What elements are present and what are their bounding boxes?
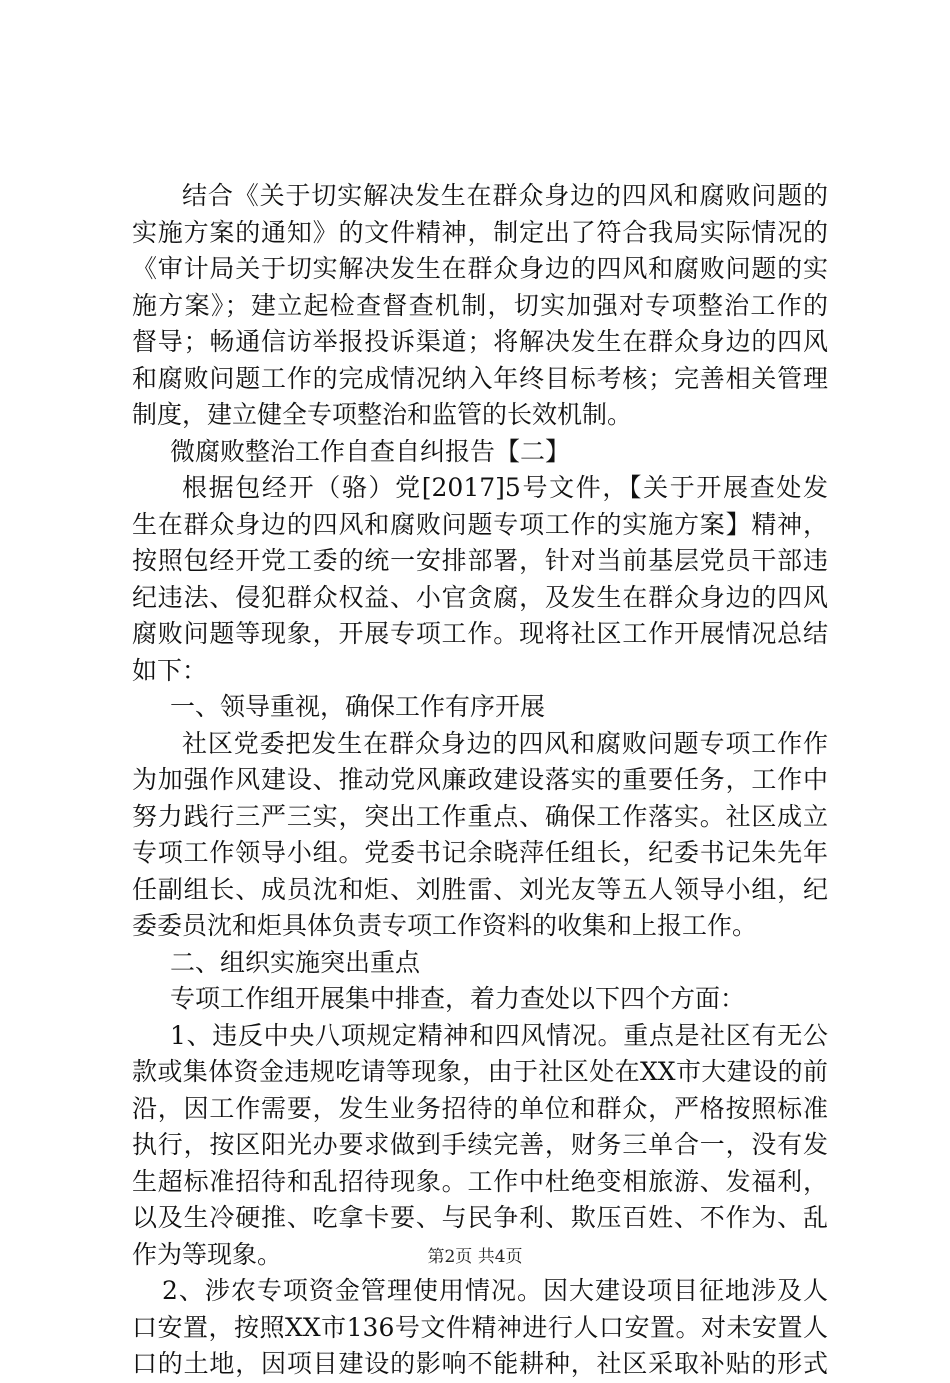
- page-footer: 第2页 共4页: [427, 1247, 523, 1267]
- text-line: 口安置，按照XX市136号文件精神进行人口安置。对未安置人: [132, 1312, 828, 1342]
- text-line: 《审计局关于切实解决发生在群众身边的四风和腐败问题的实: [132, 254, 828, 283]
- text-line: 纪违法、侵犯群众权益、小官贪腐，及发生在群众身边的四风: [132, 582, 828, 612]
- text-line: 如下：: [132, 655, 208, 685]
- text-line: 制度，建立健全专项整治和监管的长效机制。: [132, 400, 633, 429]
- text-line: 努力践行三严三实，突出工作重点、确保工作落实。社区成立: [132, 801, 828, 831]
- text-line: 2、涉农专项资金管理使用情况。因大建设项目征地涉及人: [162, 1276, 828, 1305]
- text-line: 以及生冷硬推、吃拿卡要、与民争利、欺压百姓、不作为、乱: [132, 1203, 828, 1232]
- text-line: 腐败问题等现象，开展专项工作。现将社区工作开展情况总结: [132, 619, 828, 648]
- text-line: 一、领导重视，确保工作有序开展: [170, 692, 546, 721]
- text-line: 1、违反中央八项规定精神和四风情况。重点是社区有无公: [170, 1020, 828, 1050]
- text-line: 作为等现象。: [132, 1239, 283, 1269]
- text-line: 根据包经开（骆）党[2017]5号文件，【关于开展查处发: [182, 473, 828, 502]
- text-line: 社区党委把发生在群众身边的四风和腐败问题专项工作作: [182, 728, 828, 758]
- text-line: 生在群众身边的四风和腐败问题专项工作的实施方案】精神，: [132, 509, 828, 539]
- text-line: 督导；畅通信访举报投诉渠道；将解决发生在群众身边的四风: [132, 327, 828, 356]
- text-line: 沿，因工作需要，发生业务招待的单位和群众，严格按照标准: [132, 1093, 828, 1123]
- text-line: 款或集体资金违规吃请等现象，由于社区处在XX市大建设的前: [132, 1057, 828, 1086]
- text-line: 为加强作风建设、推动党风廉政建设落实的重要任务，工作中: [132, 765, 828, 794]
- text-line: 实施方案的通知》的文件精神，制定出了符合我局实际情况的: [132, 217, 828, 247]
- text-line: 委委员沈和炬具体负责专项工作资料的收集和上报工作。: [132, 911, 758, 940]
- text-line: 按照包经开党工委的统一安排部署，针对当前基层党员干部违: [132, 546, 828, 575]
- text-line: 生超标准招待和乱招待现象。工作中杜绝变相旅游、发福利，: [132, 1166, 828, 1196]
- text-line: 和腐败问题工作的完成情况纳入年终目标考核；完善相关管理: [132, 363, 828, 393]
- text-line: 结合《关于切实解决发生在群众身边的四风和腐败问题的: [182, 181, 828, 210]
- text-line: 二、组织实施突出重点: [170, 947, 421, 977]
- text-line: 专项工作组开展集中排查，着力查处以下四个方面：: [170, 984, 746, 1013]
- text-line: 微腐败整治工作自查自纠报告【二】: [170, 436, 571, 466]
- document-body: [132, 178, 828, 1383]
- text-line: 专项工作领导小组。党委书记余晓萍任组长，纪委书记朱先年: [132, 838, 828, 867]
- text-line: 施方案》；建立起检查督查机制，切实加强对专项整治工作的: [132, 290, 828, 320]
- text-line: 口的土地，因项目建设的影响不能耕种，社区采取补贴的形式: [132, 1349, 828, 1378]
- text-line: 任副组长、成员沈和炬、刘胜雷、刘光友等五人领导小组，纪: [132, 874, 828, 904]
- text-line: 执行，按区阳光办要求做到手续完善，财务三单合一，没有发: [132, 1130, 828, 1159]
